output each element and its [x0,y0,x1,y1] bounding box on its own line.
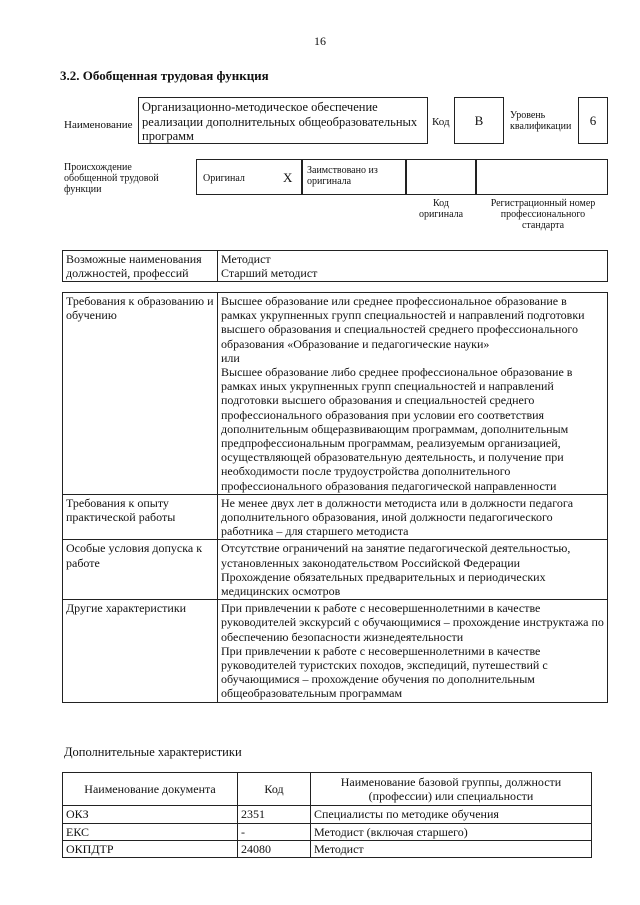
additional-title: Дополнительные характеристики [64,745,242,759]
code-value-box [454,97,504,144]
header-group-name: Наименование базовой группы, должности (профессии) или специальности [311,773,592,806]
name-value: Организационно-методическое обеспечение реализации дополнительных общеобразовательных программ [138,97,428,144]
cell-code: 24080 [238,840,311,857]
level-value-box [578,97,608,144]
name-label: Наименование [64,119,133,131]
table-header-row [63,773,592,806]
table-row [63,293,608,495]
req-experience-label: Требования к опыту практической работы [63,494,218,540]
req-other-value: При привлечении к работе с несовершеннолетними в качестве руководителей экскурсий с обучающимися – прохождение инструктажа по обеспечению безопасности жизнедеятельности При привлечении к работе с несовершеннолетними в качестве руководителей туристских походов, экспедиций, путешествий с обучающимися – прохождение обучения по дополнительным общеобразовательным программам [218,600,608,702]
level-label: Уровень квалификации [510,110,572,132]
page-number: 16 [314,34,326,48]
req-admission-label: Особые условия допуска к работе [63,540,218,600]
cell-code: 2351 [238,806,311,823]
origin-label: Происхождение обобщенной трудовой функции [64,162,159,195]
table-row [63,823,592,840]
level-value: 6 [589,112,597,128]
cell-doc: ЕКС [63,823,238,840]
cell-code: - [238,823,311,840]
table-row [63,600,608,702]
cell-name: Методист [311,840,592,857]
borrowed-label: Заимствовано из оригинала [307,165,378,187]
req-education-label: Требования к образованию и обучению [63,293,218,495]
req-experience-value: Не менее двух лет в должности методиста или в должности педагога дополнительного образования, иной должности педагогического работника – для старшего методиста [218,494,608,540]
requirements-table [62,292,608,703]
header-code: Код [238,773,311,806]
origin-reg-cell [476,159,608,195]
origin-borrowed-cell [302,159,406,195]
table-row [63,251,608,282]
req-other-label: Другие характеристики [63,600,218,702]
origin-code-cell [406,159,476,195]
cell-doc: ОКЗ [63,806,238,823]
additional-table [62,772,592,858]
cell-name: Специалисты по методике обучения [311,806,592,823]
origin-original-cell [196,159,302,195]
section-title: 3.2. Обобщенная трудовая функция [60,68,269,83]
header-doc-name: Наименование документа [63,773,238,806]
positions-values: Методист Старший методист [218,251,608,282]
original-label: Оригинал [203,173,245,184]
req-education-value: Высшее образование или среднее профессиональное образование в рамках укрупненных групп специальностей и направлений подготовки высшего образования и специальностей среднего профессионального образования «Образование и педагогические науки» или Высшее образование либо среднее профессиональное образование в рамках иных укрупненных групп специальностей и направлений подготовки высшего образования и специальностей среднего профессионального образования при условии его соответствия дополнительным общеразвивающим программам, дополнительным предпрофессиональным программам, реализуемым организацией, осуществляющей образовательную деятельность, и получение при необходимости после трудоустройства дополнительного профессионального образования педагогической направленности [218,293,608,495]
code-value: B [474,112,484,128]
table-row [63,806,592,823]
req-admission-value: Отсутствие ограничений на занятие педагогической деятельностью, установленных законодательством Российской Федерации Прохождение обязательных предварительных и периодических медицинских осмотров [218,540,608,600]
positions-table [62,250,608,282]
positions-label: Возможные наименования должностей, профессий [63,251,218,282]
cell-name: Методист (включая старшего) [311,823,592,840]
code-original-caption: Код оригинала [418,198,464,220]
code-label: Код [432,116,450,128]
table-row [63,494,608,540]
original-mark: X [283,170,293,185]
table-row [63,840,592,857]
cell-doc: ОКПДТР [63,840,238,857]
table-row [63,540,608,600]
reg-number-caption: Регистрационный номер профессионального стандарта [490,198,596,231]
